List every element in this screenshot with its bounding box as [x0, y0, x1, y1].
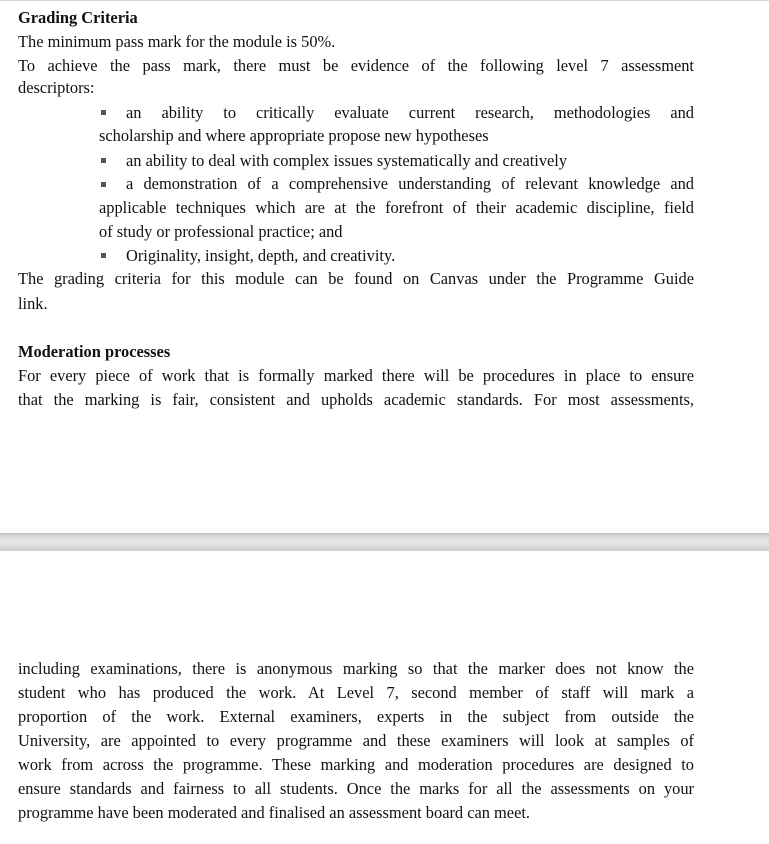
- page-separator: [0, 533, 769, 551]
- bullet-2-line-1: an ability to deal with complex issues systematically and creatively: [126, 151, 568, 170]
- moderation-continued-line-6: ensure standards and fairness to all students. Once the marks for all the assessments on your: [18, 779, 694, 798]
- bullet-3-line-2: applicable techniques which are at the forefront of their academic discipline, field: [99, 198, 694, 217]
- moderation-continued-line-7: programme have been moderated and finalised an assessment board can meet.: [18, 803, 531, 822]
- intro-text-line-1: To achieve the pass mark, there must be evidence of the following level 7 assessment: [18, 56, 694, 75]
- bullet-3-line-3: of study or professional practice; and: [99, 222, 343, 241]
- canvas-text-line-1: The grading criteria for this module can be found on Canvas under the Programme Guide: [18, 269, 694, 288]
- moderation-continued-line-3: proportion of the work. External examiners, experts in the subject from outside the: [18, 707, 694, 726]
- bullet-square-icon: [101, 110, 106, 115]
- moderation-line-2: that the marking is fair, consistent and upholds academic standards. For most assessments,: [18, 390, 694, 409]
- bullet-square-icon: [101, 158, 106, 163]
- min-pass-text: The minimum pass mark for the module is 50%.: [18, 32, 336, 51]
- bullet-4-line-1: Originality, insight, depth, and creativity.: [126, 246, 396, 265]
- moderation-continued-line-5: work from across the programme. These marking and moderation procedures are designed to: [18, 755, 694, 774]
- document-page-2: [0, 551, 769, 844]
- canvas-text-line-2: link.: [18, 294, 48, 313]
- bullet-square-icon: [101, 182, 106, 187]
- moderation-line-1: For every piece of work that is formally marked there will be procedures in place to ensure: [18, 366, 694, 385]
- bullet-1-line-2: scholarship and where appropriate propose new hypotheses: [99, 126, 489, 145]
- bullet-1-line-1: an ability to critically evaluate current research, methodologies and: [126, 103, 694, 122]
- moderation-continued-line-2: student who has produced the work. At Level 7, second member of staff will mark a: [18, 683, 694, 702]
- grading-criteria-heading: Grading Criteria: [18, 8, 138, 27]
- intro-text-line-2: descriptors:: [18, 78, 95, 97]
- moderation-continued-line-4: University, are appointed to every programme and these examiners will look at samples of: [18, 731, 694, 750]
- moderation-heading: Moderation processes: [18, 342, 171, 361]
- moderation-continued-line-1: including examinations, there is anonymous marking so that the marker does not know the: [18, 659, 694, 678]
- bullet-square-icon: [101, 253, 106, 258]
- bullet-3-line-1: a demonstration of a comprehensive understanding of relevant knowledge and: [126, 174, 694, 193]
